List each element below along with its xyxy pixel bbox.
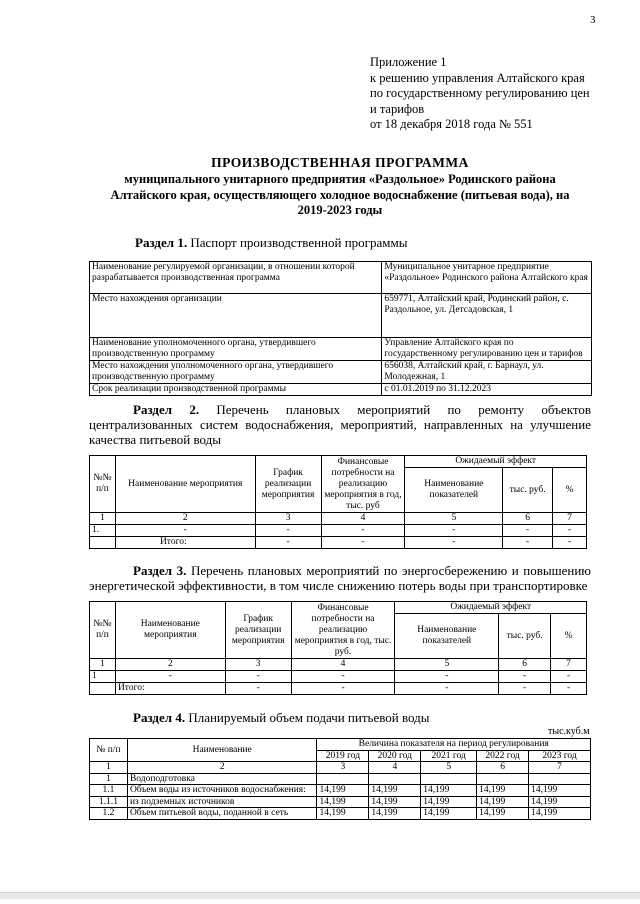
table-cell: - — [225, 671, 291, 683]
table-cell: Наименование регулируемой организации, в отношении которой разрабатывается производственная программа — [90, 262, 382, 294]
table-cell: - — [503, 537, 553, 549]
header-cell: Наименование мероприятия — [115, 602, 225, 659]
table-cell: - — [551, 683, 587, 695]
section-label: Раздел 3. — [133, 563, 187, 578]
table-cell: 2 — [115, 513, 255, 525]
table-cell — [90, 537, 116, 549]
subtitle-line: 2019-2023 годы — [297, 203, 383, 217]
table-cell: 5 — [395, 659, 499, 671]
table-cell: Управление Алтайского края по государственному регулированию цен и тарифов — [382, 338, 592, 361]
table-cell: 14,199 — [477, 785, 529, 797]
table-cell: 6 — [499, 659, 551, 671]
table-cell: 7 — [553, 513, 587, 525]
header-cell: Ожидаемый эффект — [405, 456, 587, 468]
header-cell: 2021 год — [421, 750, 477, 762]
section-label: Раздел 1. — [135, 235, 188, 250]
section3-table — [89, 601, 587, 695]
header-cell: №№ п/п — [90, 456, 116, 513]
header-cell: № п/п — [90, 739, 128, 762]
header-cell: Ожидаемый эффект — [395, 602, 587, 614]
table-cell: - — [551, 671, 587, 683]
appendix-block — [370, 55, 615, 133]
table-cell: 659771, Алтайский край, Родинский район, с. Раздольное, ул. Детсадовская, 1 — [382, 294, 592, 338]
table-cell: 656038, Алтайский край, г. Барнаул, ул. Молодежная, 1 — [382, 361, 592, 384]
header-cell: Наименование мероприятия — [115, 456, 255, 513]
subtitle-line: муниципального унитарного предприятия «Раздольное» Родинского района — [124, 172, 556, 186]
header-cell: График реализации мероприятия — [255, 456, 321, 513]
table-cell — [529, 773, 591, 785]
subtitle-line: Алтайского края, осуществляющего холодное водоснабжение (питьевая вода), на — [110, 187, 570, 202]
header-cell: 2022 год — [477, 750, 529, 762]
appendix-line: от 18 декабря 2018 года № 551 — [370, 117, 533, 131]
document-subtitle — [60, 172, 620, 219]
document-title: ПРОИЗВОДСТВЕННАЯ ПРОГРАММА — [211, 155, 469, 170]
appendix-line: к решению управления Алтайского края — [370, 70, 585, 85]
table-cell: 1. — [90, 525, 116, 537]
table-cell: 14,199 — [529, 808, 591, 820]
section1-heading — [135, 235, 407, 250]
section4-table — [89, 738, 591, 820]
table-cell: 7 — [551, 659, 587, 671]
table-cell: 3 — [255, 513, 321, 525]
table-cell: Место нахождения уполномоченного органа, утвердившего производственную программу — [90, 361, 382, 384]
header-cell: 2019 год — [317, 750, 369, 762]
table-cell: с 01.01.2019 по 31.12.2023 — [382, 384, 592, 396]
table-cell: Срок реализации производственной программы — [90, 384, 382, 396]
table-cell: Объем питьевой воды, поданной в сеть — [127, 808, 317, 820]
table-cell: - — [115, 671, 225, 683]
header-cell: №№ п/п — [90, 602, 116, 659]
page-number: 3 — [590, 14, 596, 26]
table-cell: 14,199 — [477, 796, 529, 808]
passport-table — [89, 261, 592, 396]
table-cell: - — [499, 683, 551, 695]
table-cell — [90, 683, 116, 695]
table-cell: Место нахождения организации — [90, 294, 382, 338]
header-cell: График реализации мероприятия — [225, 602, 291, 659]
table-cell: 4 — [321, 513, 405, 525]
table-cell: 2 — [115, 659, 225, 671]
table-cell: - — [255, 537, 321, 549]
table-cell: 1 — [90, 762, 128, 774]
header-cell: тыс. руб. — [503, 468, 553, 513]
table-cell: Наименование уполномоченного органа, утвердившего производственную программу — [90, 338, 382, 361]
table-cell: 14,199 — [529, 796, 591, 808]
table-cell: 1 — [90, 671, 116, 683]
table-cell — [369, 773, 421, 785]
table-cell: Муниципальное унитарное предприятие «Раздольное» Родинского района Алтайского края — [382, 262, 592, 294]
section-label: Раздел 2. — [133, 402, 200, 417]
table-cell: - — [321, 537, 405, 549]
header-cell: % — [551, 614, 587, 659]
table-cell: 14,199 — [317, 785, 369, 797]
table-cell: 14,199 — [317, 796, 369, 808]
section3-heading — [89, 563, 591, 593]
table-cell: - — [291, 671, 395, 683]
table-cell: - — [503, 525, 553, 537]
header-cell: Финансовые потребности на реализацию мероприятия в год, тыс. руб — [321, 456, 405, 513]
table-cell: 3 — [317, 762, 369, 774]
section4-heading — [133, 710, 430, 725]
table-cell: 14,199 — [529, 785, 591, 797]
table-cell: 3 — [225, 659, 291, 671]
header-cell: Финансовые потребности на реализацию мероприятия в год, тыс. руб. — [291, 602, 395, 659]
table-cell — [421, 773, 477, 785]
table-cell: 5 — [405, 513, 503, 525]
header-cell: 2023 год — [529, 750, 591, 762]
total-label: Итого: — [115, 683, 225, 695]
table-cell: 2 — [127, 762, 317, 774]
section-label: Раздел 4. — [133, 710, 186, 725]
table-cell: - — [291, 683, 395, 695]
table-cell — [477, 773, 529, 785]
section-text: Перечень плановых мероприятий по ремонту объектов централизованных систем водоснабжения, мероприятий, направленных на улучшение качества питьевой воды — [89, 402, 591, 447]
header-cell: Наименование — [127, 739, 317, 762]
section2-heading — [89, 402, 591, 447]
table-cell: 6 — [477, 762, 529, 774]
table-cell: - — [499, 671, 551, 683]
table-cell: 14,199 — [477, 808, 529, 820]
scan-edge — [0, 892, 640, 899]
table-cell: 1.1 — [90, 785, 128, 797]
table-cell: - — [553, 525, 587, 537]
table-cell: - — [405, 537, 503, 549]
table-cell: - — [115, 525, 255, 537]
table-cell: 4 — [291, 659, 395, 671]
table-cell: 1 — [90, 659, 116, 671]
section2-table — [89, 455, 587, 549]
header-cell: Наименование показателей — [395, 614, 499, 659]
appendix-line: и тарифов — [370, 101, 425, 116]
table-cell: 1.2 — [90, 808, 128, 820]
table-cell: - — [553, 537, 587, 549]
table-cell: 14,199 — [421, 808, 477, 820]
table-cell: 14,199 — [421, 785, 477, 797]
header-cell: Величина показателя на период регулирования — [317, 739, 591, 751]
table-cell: 7 — [529, 762, 591, 774]
table-cell: 14,199 — [421, 796, 477, 808]
appendix-line: Приложение 1 — [370, 55, 447, 69]
table-cell: 4 — [369, 762, 421, 774]
header-cell: % — [553, 468, 587, 513]
section-text: Перечень плановых мероприятий по энергосбережению и повышению энергетической эффективности, в том числе снижению потерь воды при транспортировке — [89, 563, 591, 593]
table-cell: 14,199 — [369, 808, 421, 820]
section-text: Планируемый объем подачи питьевой воды — [188, 710, 430, 725]
table-cell: - — [225, 683, 291, 695]
table-cell: 14,199 — [317, 808, 369, 820]
table-cell: - — [405, 525, 503, 537]
table-cell: 5 — [421, 762, 477, 774]
table-cell: 14,199 — [369, 796, 421, 808]
total-label: Итого: — [115, 537, 255, 549]
section-text: Паспорт производственной программы — [190, 235, 408, 250]
table-cell: Объем воды из источников водоснабжения: — [127, 785, 317, 797]
header-cell: Наименование показателей — [405, 468, 503, 513]
header-cell: тыс. руб. — [499, 614, 551, 659]
header-cell: 2020 год — [369, 750, 421, 762]
table-cell: - — [321, 525, 405, 537]
table-cell: - — [395, 683, 499, 695]
table-cell — [317, 773, 369, 785]
table-cell: 6 — [503, 513, 553, 525]
table-cell: из подземных источников — [127, 796, 317, 808]
table-cell: 1 — [90, 773, 128, 785]
table-cell: - — [395, 671, 499, 683]
table-cell: - — [255, 525, 321, 537]
table-cell: Водоподготовка — [127, 773, 317, 785]
appendix-line: по государственному регулированию цен — [370, 86, 590, 100]
unit-label: тыс.куб.м — [548, 726, 590, 737]
table-cell: 1 — [90, 513, 116, 525]
table-cell: 1.1.1 — [90, 796, 128, 808]
table-cell: 14,199 — [369, 785, 421, 797]
